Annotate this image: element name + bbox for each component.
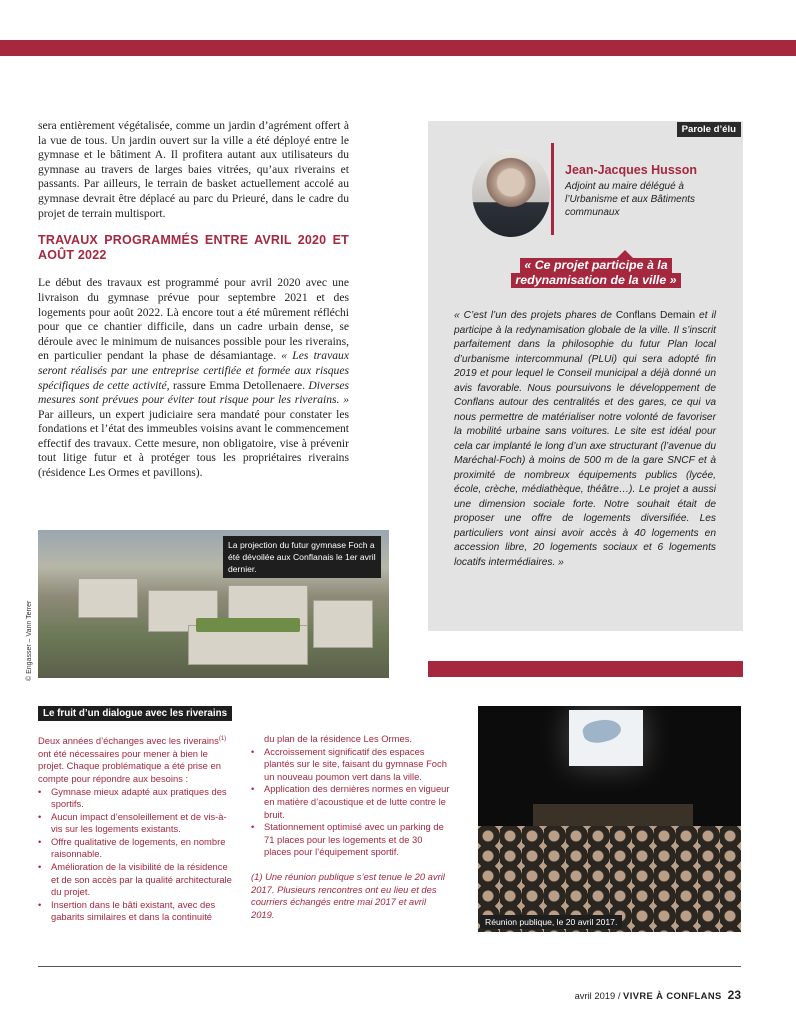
building-shape <box>313 600 373 648</box>
green-roof <box>196 618 300 632</box>
quote-run: Conflans Demain <box>615 310 696 321</box>
article-paragraph-2 <box>38 276 349 480</box>
list-continuation: du plan de la résidence Les Ormes. <box>264 733 412 744</box>
quote-banner <box>506 258 686 288</box>
top-color-band <box>0 40 796 56</box>
list-item: • Accroissement significatif des espaces plantés sur le site, faisant du gymnase Foch un nouveau poumon vert dans la ville. <box>251 746 451 784</box>
screen-image <box>581 716 623 745</box>
magazine-name: VIVRE À CONFLANS <box>623 990 722 1001</box>
list-item: • Aucun impact d’ensoleillement et de vis-à-vis sur les logements existants. <box>38 811 234 836</box>
box-column-1 <box>38 733 234 924</box>
accent-divider <box>551 143 554 235</box>
footnote: (1) Une réunion publique s’est tenue le 20 avril 2017. Plusieurs rencontres ont eu lieu et des courriers échangés entre mai 2017 et avril 2019. <box>251 870 445 920</box>
official-quote <box>454 309 716 570</box>
photo-caption: La projection du futur gymnase Foch a été dévoilée aux Conflanais le 1er avril dernier. <box>223 536 381 578</box>
list-item: • Amélioration de la visibilité de la résidence et de son accès par la qualité architecturale du projet. <box>38 861 234 899</box>
public-meeting-photo <box>478 706 741 932</box>
text-run: Deux années d’échanges avec les riverains <box>38 735 219 747</box>
text-run: Par ailleurs, un expert judiciaire sera mandaté pour constater les fondations et l’état des immeubles voisins avant le commencement effectif des travaux. Cette mesure, non obligatoire, vise à prévenir tout litige futur et à protéger tous les propriétaires riverains (résidence Les Ormes et pavillons). <box>38 407 349 480</box>
quote-run: et il participe à la redynamisation globale de la ville. Il s’inscrit parfaitement dans la philosophie du futur Plan local d’urbanisme intercommunal (PLUi) qui sera adopté fin 2019 et pour lequel le Conseil municipal a déjà donné un avis favorable. Nous poursuivons le développement de Conflans autour des centralités et des gares, ce qui va nous permettre de matérialiser notre volonté de favoriser la mobilité urbaine sans voitures. Le site est idéal pour cela car implanté le long d’un axe structurant (l’avenue du Maréchal-Foch) à moins de 500 m de la gare SNCF et à proximité de nombreux équipements publics (lycée, école, crèche, médiathèque, théâtre…). Le projet a aussi une dimension sociale forte. Notre souhait était de proposer une offre de logements diversifiée. Les particuliers vont ainsi avoir accès à 40 logements en accession libre, 20 logements sociaux et 6 logements locatifs intermédiaires. » <box>454 310 717 568</box>
page-number: 23 <box>727 988 741 1002</box>
footnote-ref: (1) <box>218 736 227 742</box>
article-paragraph-1: sera entièrement végétalisée, comme un jardin d’agrément offert à la vue de tous. Un jardin ouvert sur la ville a été déployé entre le gymnase et le bâtiment A. Il profitera autant aux utilisateurs du gymnase au travers de larges baies vitrées, qu’aux riverains et passants. Par ailleurs, le terrain de basket actuellement accolé au gymnase devrait être déplacé au parc du Prieuré, dans le cadre du projet de terrain multisport. <box>38 119 349 220</box>
list-item: • Offre qualitative de logements, en nombre raisonnable. <box>38 836 234 861</box>
text-run: ont été nécessaires pour mener à bien le projet. Chaque problématique a été prise en compte pour répondre aux besoins : <box>38 747 221 784</box>
benefit-list <box>251 746 451 859</box>
box-intro <box>38 733 234 786</box>
official-role: Adjoint au maire délégué à l’Urbanisme et aux Bâtiments communaux <box>565 181 696 218</box>
issue-date: avril 2019 / <box>574 990 624 1001</box>
page-footer <box>575 988 741 1002</box>
text-run: rassure Emma Detollenaere. <box>172 378 309 392</box>
photo-credit: © Engasser – Vann Terrer <box>26 600 33 681</box>
accent-bar <box>428 661 743 677</box>
bottom-rule <box>38 966 741 967</box>
parole-elu-box <box>428 121 743 631</box>
official-name: Jean-Jacques Husson <box>565 163 697 177</box>
box-title: Le fruit d’un dialogue avec les riverains <box>38 706 232 721</box>
photo-caption: Réunion publique, le 20 avril 2017. <box>480 915 622 929</box>
banner-line: redynamisation de la ville » <box>511 273 680 288</box>
elected-official-portrait <box>472 149 550 237</box>
box-column-2 <box>251 733 451 921</box>
list-item: • Insertion dans le bâti existant, avec des gabarits similaires et dans la continuité <box>38 899 234 924</box>
list-item: • Gymnase mieux adapté aux pratiques des sportifs. <box>38 786 234 811</box>
building-shape <box>78 578 138 618</box>
list-item: • Application des dernières normes en vigueur en matière d’acoustique et de lutte contre le bruit. <box>251 783 451 821</box>
banner-arrow <box>616 250 634 259</box>
banner-line: « Ce projet participe à la <box>520 258 671 273</box>
gymnase-projection-photo <box>38 530 389 678</box>
section-tag: Parole d’élu <box>677 122 741 137</box>
quote-run: Diverses mesures sont prévues pour éviter tout risque pour les riverains. » <box>38 378 349 407</box>
section-heading: TRAVAUX PROGRAMMÉS ENTRE AVRIL 2020 ET AOÛT 2022 <box>38 233 349 262</box>
text-run: Le début des travaux est programmé pour avril 2020 avec une livraison du gymnase prévue pour septembre 2021 et des logements pour août 2022. Là encore tout a été mûrement réfléchi pour que ce chantier difficile, dans un cadre urbain dense, se déroule avec le minimum de nuisances possible pour les riverains, en particulier pendant la phase de désamiantage. <box>38 276 349 363</box>
list-item: • Stationnement optimisé avec un parking de 71 places pour les logements et de 30 places pour l’équipement sportif. <box>251 821 451 859</box>
quote-run: « Les travaux seront réalisés par une entreprise certifiée et formée aux risques spécifiques de cette activité, <box>38 349 349 392</box>
article-body <box>38 119 349 481</box>
projection-screen <box>569 710 643 766</box>
quote-run: « C’est l’un des projets phares de <box>454 310 616 321</box>
benefit-list <box>38 786 234 925</box>
